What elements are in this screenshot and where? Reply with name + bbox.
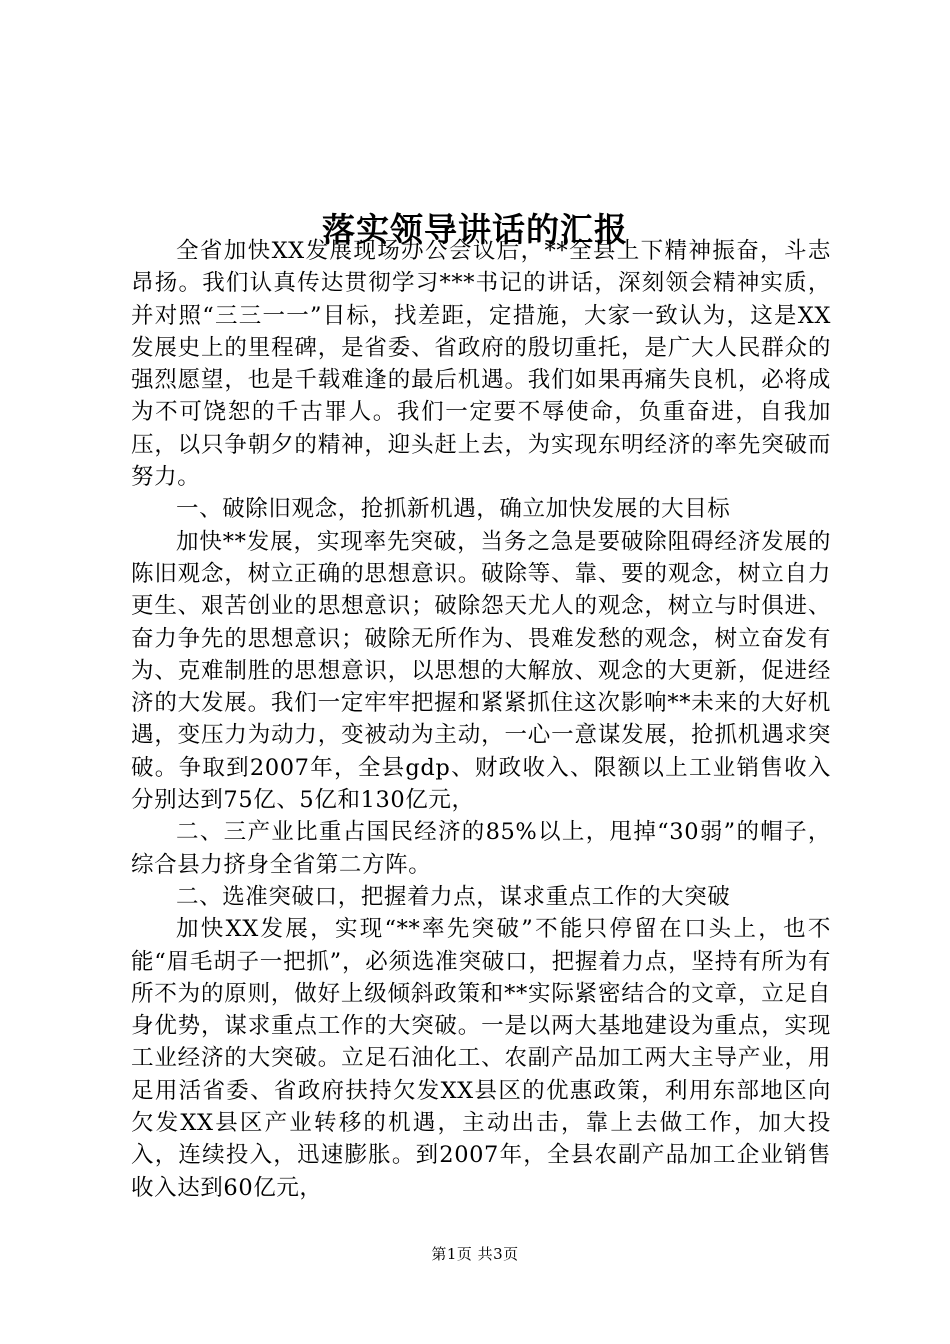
document-title: 落实领导讲话的汇报 bbox=[322, 210, 628, 250]
document-body bbox=[131, 235, 831, 1204]
section-2-paragraph: 加快XX发展，实现“**率先突破”不能只停留在口头上，也不能“眉毛胡子一把抓”，必须选准突破口，把握着力点，坚持有所为有所不为的原则，做好上级倾斜政策和**实际紧密结合的文章，立足自身优势，谋求重点工作的大突破。一是以两大基地建设为重点，实现工业经济的大突破。立足石油化工、农副产品加工两大主导产业，用足用活省委、省政府扶持欠发XX县区的优惠政策，利用东部地区向欠发XX县区产业转移的机遇，主动出击，靠上去做工作，加大投入，连续投入，迅速膨胀。到2007年，全县农副产品加工企业销售收入达到60亿元， bbox=[131, 916, 831, 1201]
page-footer: 第1页 共3页 bbox=[431, 1245, 519, 1263]
section-heading-1: 一、破除旧观念，抢抓新机遇，确立加快发展的大目标 bbox=[176, 496, 731, 523]
section-heading-2: 二、选准突破口，把握着力点，谋求重点工作的大突破 bbox=[176, 883, 731, 910]
section-1-paragraph: 加快**发展，实现率先突破，当务之急是要破除阻碍经济发展的陈旧观念，树立正确的思想意识。破除等、靠、要的观念，树立自力更生、艰苦创业的思想意识；破除怨天尤人的观念，树立与时俱进、奋力争先的思想意识；破除无所作为、畏难发愁的观念，树立奋发有为、克难制胜的思想意识，以思想的大解放、观念的大更新，促进经济的大发展。我们一定牢牢把握和紧紧抓住这次影响**未来的大好机遇，变压力为动力，变被动为主动，一心一意谋发展，抢抓机遇求突破。争取到2007年，全县gdp、财政收入、限额以上工业销售收入分别达到75亿、5亿和130亿元， bbox=[131, 528, 831, 814]
intro-paragraph: 全省加快XX发展现场办公会议后，**全县上下精神振奋，斗志昂扬。我们认真传达贯彻学习***书记的讲话，深刻领会精神实质，并对照“三三一一”目标，找差距，定措施，大家一致认为，这是XX发展史上的里程碑，是省委、省政府的殷切重托，是广大人民群众的强烈愿望，也是千载难逢的最后机遇。我们如果再痛失良机，必将成为不可饶恕的千古罪人。我们一定要不辱使命，负重奋进，自我加压，以只争朝夕的精神，迎头赶上去，为实现东明经济的率先突破而努力。 bbox=[131, 238, 831, 491]
section-1-continuation: 二、三产业比重占国民经济的85%以上，甩掉“30弱”的帽子，综合县力挤身全省第二方阵。 bbox=[131, 819, 831, 878]
